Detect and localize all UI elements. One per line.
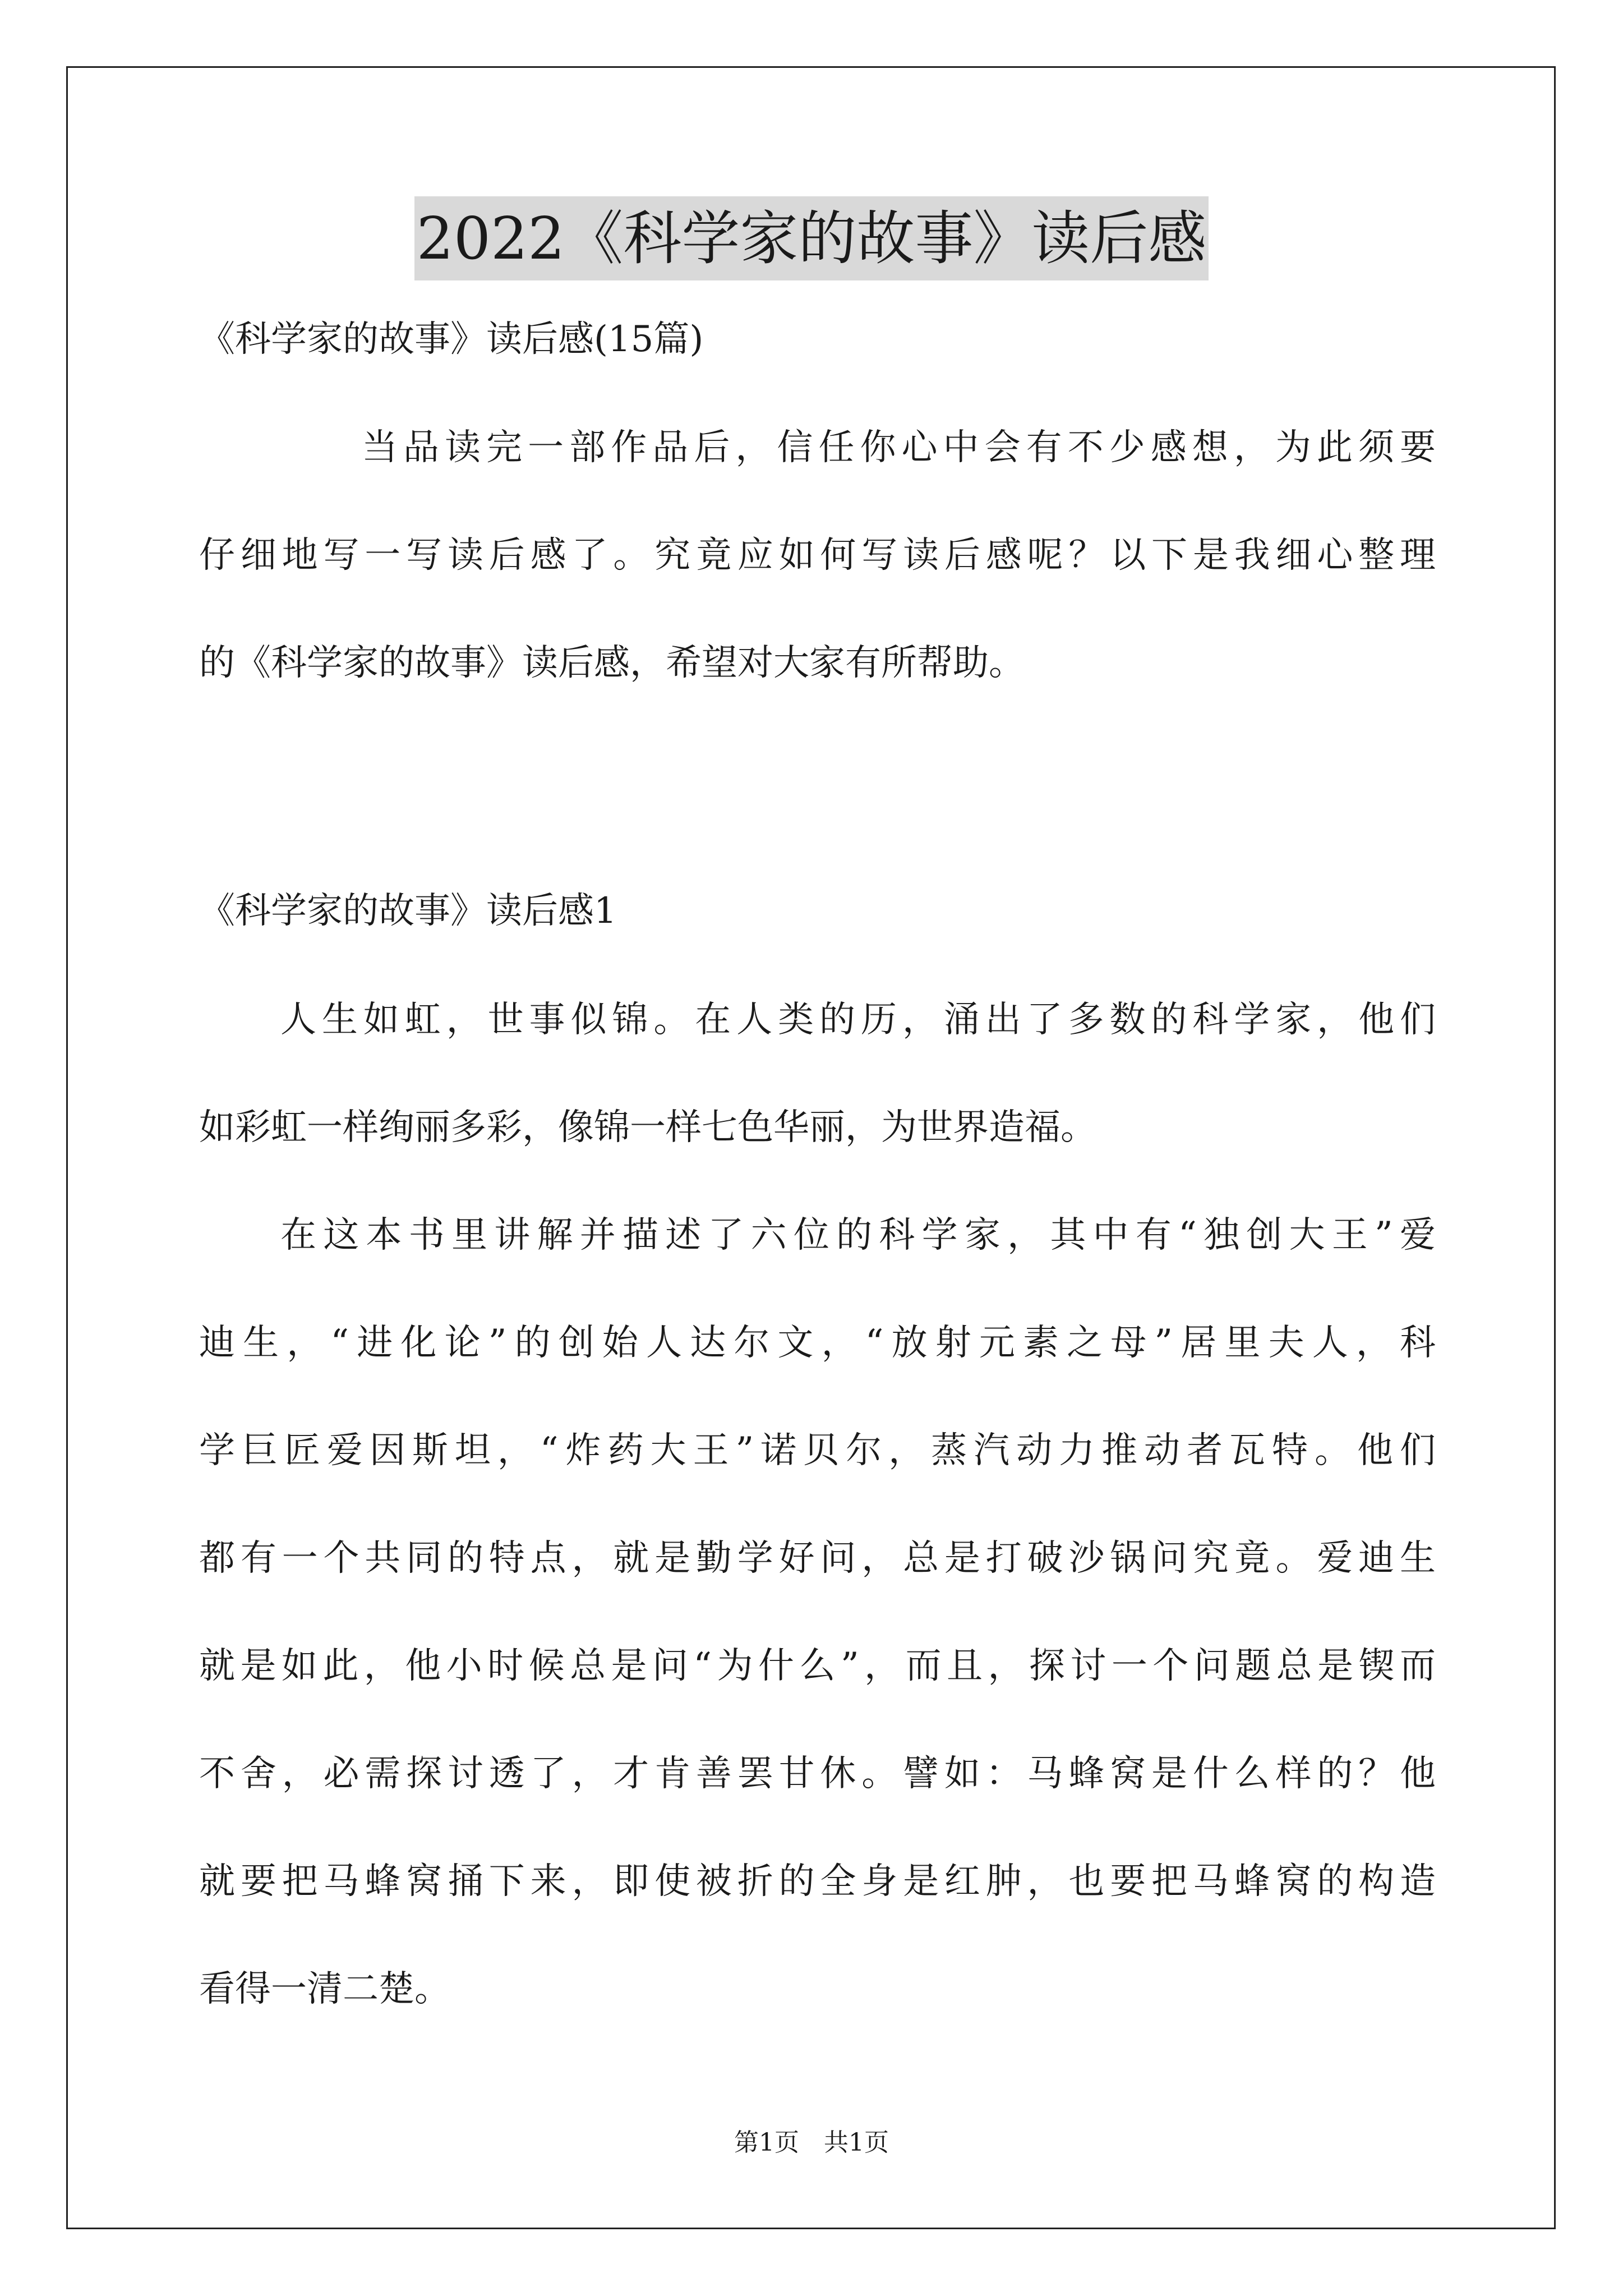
paragraph-line: 都有一个共同的特点，就是勤学好问，总是打破沙锅问究竟。爱迪生 (199, 1538, 1436, 1579)
paragraph-line: 学巨匠爱因斯坦，“炸药大王”诺贝尔，蒸汽动力推动者瓦特。他们 (199, 1430, 1436, 1471)
page-footer: 第1页 共1页 (734, 2128, 889, 2157)
intro-line: 的《科学家的故事》读后感，希望对大家有所帮助。 (199, 642, 1025, 684)
paragraph-line: 在这本书里讲解并描述了六位的科学家，其中有“独创大王”爱 (280, 1214, 1436, 1256)
document-title: 2022《科学家的故事》读后感 (414, 196, 1209, 280)
intro-line: 仔细地写一写读后感了。究竟应如何写读后感呢？以下是我细心整理 (199, 535, 1436, 576)
document-subtitle: 《科学家的故事》读后感(15篇) (199, 319, 704, 360)
intro-line: 当品读完一部作品后，信任你心中会有不少感想，为此须要 (362, 427, 1436, 468)
paragraph-line: 就是如此，他小时候总是问“为什么”，而且，探讨一个问题总是锲而 (199, 1645, 1436, 1687)
title-block (0, 196, 1623, 280)
paragraph-line: 迪生，“进化论”的创始人达尔文，“放射元素之母”居里夫人，科 (199, 1322, 1436, 1364)
paragraph-line: 不舍，必需探讨透了，才肯善罢甘休。譬如：马蜂窝是什么样的？他 (199, 1753, 1436, 1795)
paragraph-line: 如彩虹一样绚丽多彩，像锦一样七色华丽，为世界造福。 (199, 1107, 1096, 1148)
paragraph-line: 就要把马蜂窝捅下来，即使被折的全身是红肿，也要把马蜂窝的构造 (199, 1861, 1436, 1902)
paragraph-line: 看得一清二楚。 (199, 1968, 450, 2010)
paragraph-line: 人生如虹，世事似锦。在人类的历，涌出了多数的科学家，他们 (280, 999, 1436, 1041)
section-heading: 《科学家的故事》读后感1 (199, 890, 617, 932)
